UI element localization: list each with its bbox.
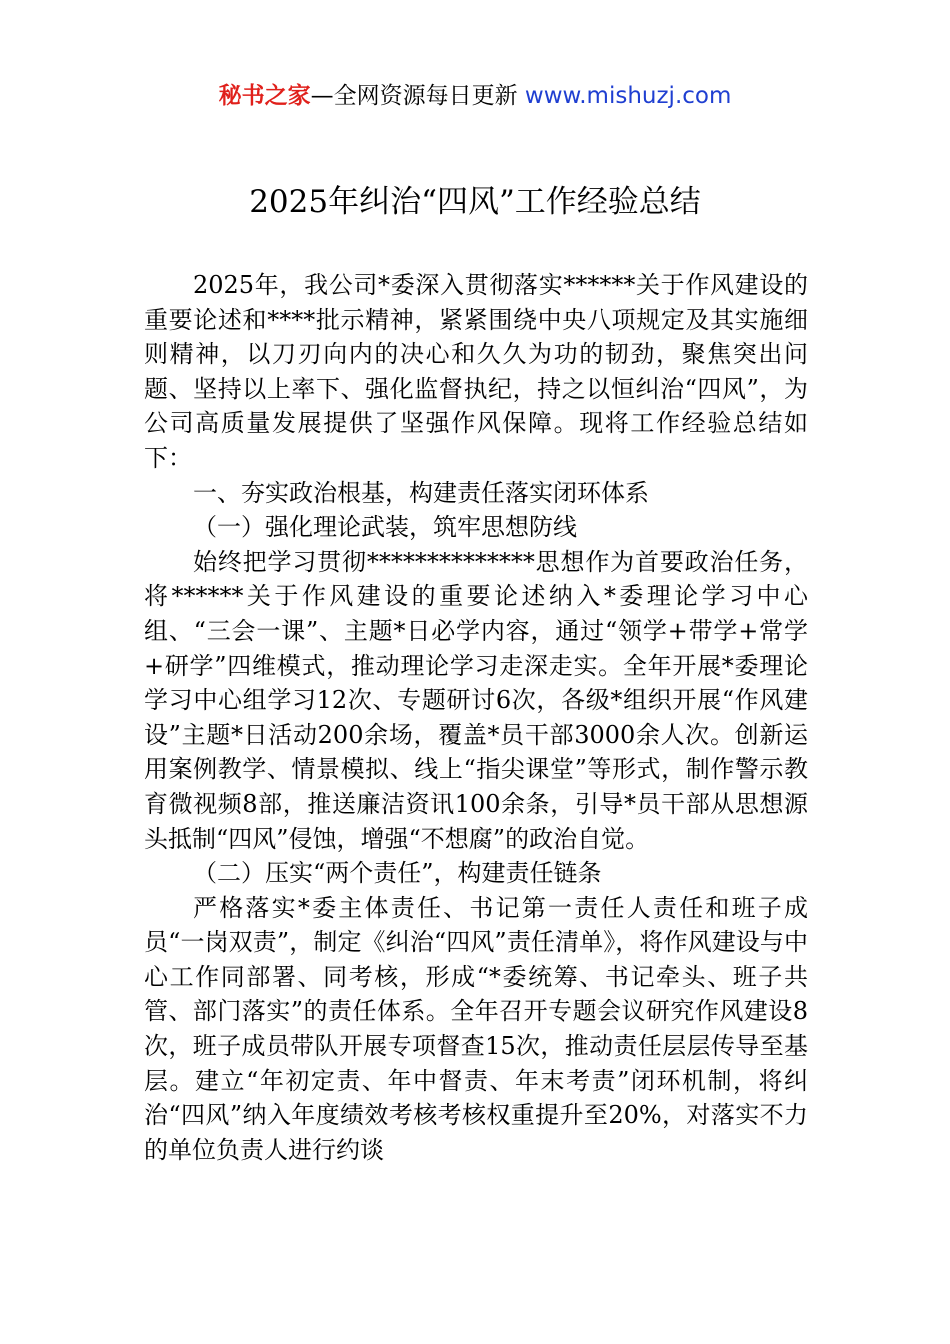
intro-paragraph: 2025年，我公司*委深入贯彻落实******关于作风建设的重要论述和****批示精神，紧紧围绕中央八项规定及其实施细则精神，以刀刃向内的决心和久久为功的韧劲，聚焦突出问题、坚持以上率下、强化监督执纪，持之以恒纠治“四风”，为公司高质量发展提供了坚强作风保障。现将工作经验总结如下： (144, 271, 808, 472)
header-tagline: —全网资源每日更新 (310, 83, 525, 109)
site-url-link[interactable]: www.mishuzj.com (524, 83, 732, 109)
site-header (0, 80, 950, 112)
subsection-heading-1: （一）强化理论武装，筑牢思想防线 (193, 513, 577, 542)
document-title: 2025年纠治“四风”工作经验总结 (249, 184, 701, 220)
subsection-heading-2: （二）压实“两个责任”，构建责任链条 (193, 859, 602, 888)
body-paragraph-2: 严格落实*委主体责任、书记第一责任人责任和班子成员“一岗双责”，制定《纠治“四风”责任清单》，将作风建设与中心工作同部署、同考核，形成“*委统筹、书记牵头、班子共管、部门落实”的责任体系。全年召开专题会议研究作风建设8次，班子成员带队开展专项督查15次，推动责任层层传导至基层。建立“年初定责、年中督责、年末考责”闭环机制，将纠治“四风”纳入年度绩效考核考核权重提升至20%，对落实不力的单位负责人进行约谈 (144, 893, 808, 1164)
body-paragraph-1: 始终把学习贯彻**************思想作为首要政治任务，将******关于作风建设的重要论述纳入*委理论学习中心组、“三会一课”、主题*日必学内容，通过“领学+带学+常学+研学”四维模式，推动理论学习走深走实。全年开展*委理论学习中心组学习12次、专题研讨6次，各级*组织开展“作风建设”主题*日活动200余场，覆盖*员干部3000余人次。创新运用案例教学、情景模拟、线上“指尖课堂”等形式，制作警示教育微视频8部，推送廉洁资讯100余条，引导*员干部从思想源头抵制“四风”侵蚀，增强“不想腐”的政治自觉。 (144, 547, 808, 853)
section-heading-1: 一、夯实政治根基，构建责任落实闭环体系 (193, 478, 649, 507)
brand-name: 秘书之家 (218, 83, 311, 109)
document-body (144, 268, 808, 1167)
